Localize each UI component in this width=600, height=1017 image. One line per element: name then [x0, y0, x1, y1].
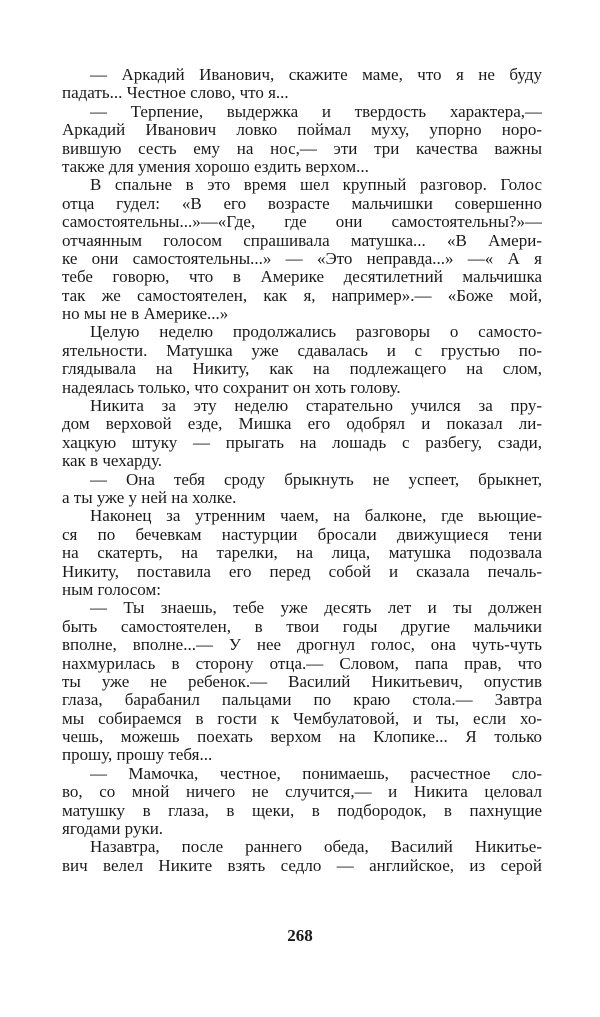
text-line: ным голосом: [62, 579, 161, 599]
page-number: 268 [287, 926, 313, 945]
paragraph [62, 103, 542, 177]
text-line: отца гудел: «В его возрасте мальчишки совершенно [62, 193, 542, 213]
paragraph [62, 838, 542, 875]
text-line: а ты уже у ней на холке. [62, 487, 237, 507]
text-line: как в чехарду. [62, 451, 162, 471]
text-line: мы собираемся в гости к Чембулатовой, и ты, если хо- [62, 708, 542, 728]
text-line: прошу, прошу тебя... [62, 745, 213, 765]
paragraph [62, 765, 542, 839]
text-line: Назавтра, после раннего обеда, Василий Никитье- [90, 837, 542, 857]
text-line: — Ты знаешь, тебе уже десять лет и ты должен [90, 598, 542, 618]
text-line: чешь, можешь поехать верхом на Клопике... Я только [62, 727, 542, 747]
paragraph [62, 323, 542, 397]
text-line: самостоятельны...»—«Где, где они самостоятельны?»— [62, 212, 542, 232]
text-line: вившую сесть ему на нос,— эти три качества важны [62, 138, 542, 158]
text-line: глаза, барабанил пальцами по краю стола.— Завтра [62, 690, 542, 710]
text-line: Никиту, поставила его перед собой и сказала печаль- [62, 561, 542, 581]
text-line: ягодами руки. [62, 819, 164, 839]
text-line: Целую неделю продолжались разговоры о самосто- [90, 322, 542, 342]
text-line: отчаянным голосом спрашивала матушка... «В Амери- [62, 230, 542, 250]
paragraph [62, 471, 542, 508]
page-body-text [62, 66, 542, 875]
text-line: ятельности. Матушка уже сдавалась и с грустью по- [62, 340, 542, 360]
paragraph [62, 176, 542, 323]
text-line: так же самостоятелен, как я, например».— «Боже мой, [62, 285, 542, 305]
paragraph [62, 66, 542, 103]
text-line: вич велел Никите взять седло — английское, из серой [62, 855, 542, 875]
text-line: Наконец за утренним чаем, на балконе, где вьющие- [90, 506, 542, 526]
text-line: хацкую штуку — прыгать на лошадь с разбегу, сзади, [62, 432, 542, 452]
text-line: на скатерть, на тарелки, на лица, матушка подозвала [62, 543, 542, 563]
text-line: нахмурилась в сторону отца.— Словом, папа прав, что [62, 653, 542, 673]
text-line: матушку в глаза, в щеки, в подбородок, в пахнущие [62, 800, 542, 820]
text-line: вполне, вполне...— У нее дрогнул голос, она чуть-чуть [62, 635, 542, 655]
text-line: ся по бечевкам настурции бросали движущиеся тени [62, 524, 542, 544]
text-line: тебе говорю, что в Америке десятилетний мальчишка [62, 267, 542, 287]
text-line: во, со мной ничего не случится,— и Никита целовал [62, 782, 542, 802]
text-line: падать... Честное слово, что я... [62, 83, 289, 103]
text-line: надеялась только, что сохранит он хоть голову. [62, 377, 401, 397]
text-line: ке они самостоятельны...» — «Это неправда...» —« А я [62, 248, 542, 268]
paragraph [62, 507, 542, 599]
text-line: но мы не в Америке...» [62, 304, 229, 324]
text-line: — Терпение, выдержка и твердость характера,— [90, 101, 542, 121]
text-line: — Аркадий Иванович, скажите маме, что я не буду [90, 65, 542, 84]
text-line: ты уже не ребенок.— Василий Никитьевич, опустив [62, 671, 542, 691]
text-line: быть самостоятелен, в твои годы другие мальчики [62, 616, 542, 636]
paragraph [62, 397, 542, 471]
text-line: Аркадий Иванович ловко поймал муху, упорно норо- [62, 120, 542, 140]
text-line: В спальне в это время шел крупный разговор. Голос [90, 175, 542, 195]
text-line: — Она тебя сроду брыкнуть не успеет, брыкнет, [90, 469, 542, 489]
text-line: также для умения хорошо ездить верхом... [62, 156, 369, 176]
text-line: Никита за эту неделю старательно учился за пру- [90, 396, 542, 416]
text-line: глядывала на Никиту, как на подлежащего на слом, [62, 359, 542, 379]
text-line: — Мамочка, честное, понимаешь, расчестное сло- [90, 763, 542, 783]
paragraph [62, 599, 542, 765]
text-line: дом верховой езде, Мишка его одобрял и показал ли- [62, 414, 542, 434]
